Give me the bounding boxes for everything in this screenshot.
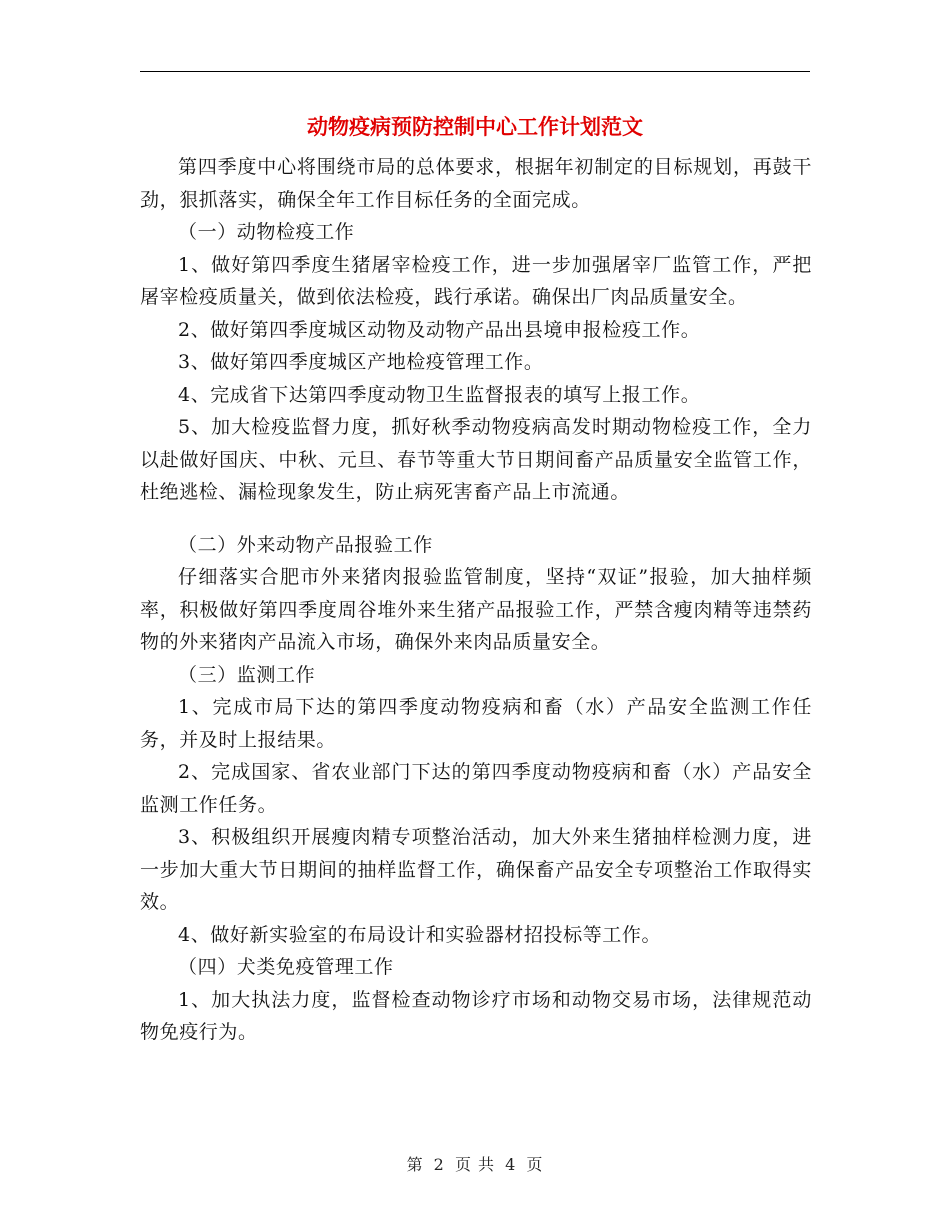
- list-item: 1、做好第四季度生猪屠宰检疫工作，进一步加强屠宰厂监管工作，严把屠宰检疫质量关，做到依法检疫，践行承诺。确保出厂肉品质量安全。: [140, 253, 812, 308]
- paragraph-gap: [140, 509, 812, 529]
- list-item: 4、完成省下达第四季度动物卫生监督报表的填写上报工作。: [178, 383, 701, 406]
- footer-suffix: 页: [526, 1155, 544, 1174]
- document-title: 动物疫病预防控制中心工作计划范文: [307, 114, 643, 139]
- footer-middle: 页 共: [454, 1155, 496, 1174]
- footer-total-pages: 4: [505, 1155, 517, 1174]
- list-item: 2、完成国家、省农业部门下达的第四季度动物疫病和畜（水）产品安全监测工作任务。: [140, 761, 812, 816]
- list-item: 2、做好第四季度城区动物及动物产品出县境申报检疫工作。: [178, 318, 701, 341]
- list-item: 3、做好第四季度城区产地检疫管理工作。: [178, 351, 544, 373]
- footer-current-page: 2: [433, 1155, 445, 1174]
- header-rule: [140, 71, 810, 72]
- list-item: 4、做好新实验室的布局设计和实验器材招投标等工作。: [178, 923, 662, 946]
- intro-paragraph: 第四季度中心将围绕市局的总体要求，根据年初制定的目标规划，再鼓干劲，狠抓落实，确保全年工作目标任务的全面完成。: [140, 156, 812, 211]
- section-heading-3: （三）监测工作: [178, 663, 316, 686]
- list-item: 3、积极组织开展瘦肉精专项整治活动，加大外来生猪抽样检测力度，进一步加大重大节日期间的抽样监督工作，确保畜产品安全专项整治工作取得实效。: [140, 826, 812, 913]
- section-heading-4: （四）犬类免疫管理工作: [178, 956, 394, 978]
- document-body: [140, 151, 812, 1049]
- list-item: 5、加大检疫监督力度，抓好秋季动物疫病高发时期动物检疫工作，全力以赴做好国庆、中秋、元旦、春节等重大节日期间畜产品质量安全监管工作，杜绝逃检、漏检现象发生，防止病死害畜产品上市流通。: [140, 416, 812, 503]
- section-paragraph: 仔细落实合肥市外来猪肉报验监管制度，坚持“双证”报验，加大抽样频率，积极做好第四季度周谷堆外来生猪产品报验工作，严禁含瘦肉精等违禁药物的外来猪肉产品流入市场，确保外来肉品质量安全。: [140, 566, 812, 653]
- list-item: 1、完成市局下达的第四季度动物疫病和畜（水）产品安全监测工作任务，并及时上报结果。: [140, 696, 812, 751]
- section-heading-1: （一）动物检疫工作: [178, 221, 355, 243]
- page-footer: [0, 1152, 950, 1175]
- section-heading-2: （二）外来动物产品报验工作: [178, 533, 433, 556]
- footer-prefix: 第: [406, 1155, 424, 1174]
- list-item: 1、加大执法力度，监督检查动物诊疗市场和动物交易市场，法律规范动物免疫行为。: [140, 988, 812, 1043]
